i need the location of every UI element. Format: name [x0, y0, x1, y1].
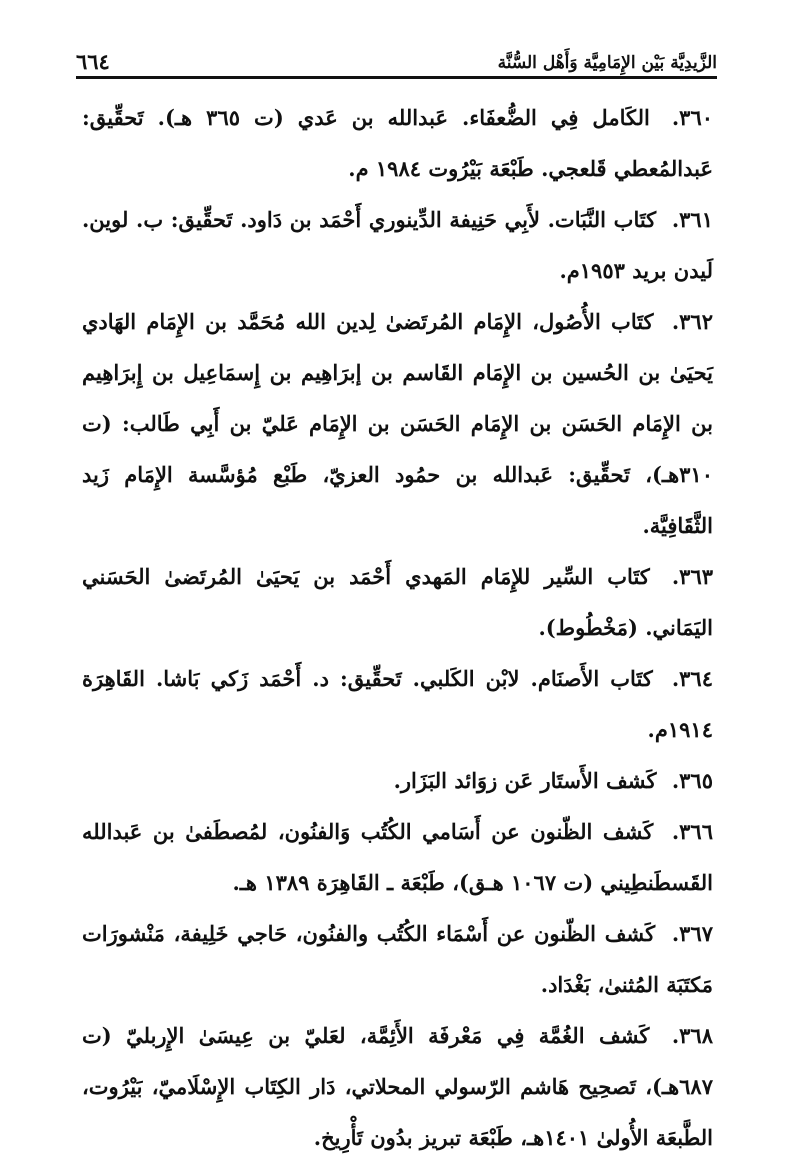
entry-text: كتَاب السِّير للإِمَام المَهدي أَحْمَد بن يَحيَىٰ المُرتَضىٰ الحَسَني اليَمَاني. (مَخْطُوط). — [82, 564, 713, 640]
bibliography-entry — [82, 755, 713, 806]
running-header — [76, 30, 717, 72]
entry-number: ٣٦٢. — [671, 309, 713, 334]
bibliography-entry — [82, 908, 713, 1010]
bibliography-entry — [82, 92, 713, 194]
running-title: الزَّيدِيَّة بَيْن الإِمَامِيَّة وَأَهْل السُّنَّة — [497, 53, 717, 73]
entry-number: ٣٦٧. — [671, 921, 714, 946]
page-number: ٦٦٤ — [76, 49, 110, 74]
entry-text: كَشف الظّنون عن أَسَامي الكُتُب وَالفنُون، لمُصطَفىٰ بن عَبدالله القَسطَنطِيني (ت ١٠٦٧ هـق)، طَبْعَة ـ القَاهِرَة ١٣٨٩ هـ. — [82, 819, 713, 895]
entry-text: كتَاب النَّبَات. لأَبِي حَنِيفة الدِّينوري أَحْمَد بن دَاود. تَحقِّيق: ب. لوين. لَيدن بريد ١٩٥٣م. — [82, 207, 713, 283]
entry-number: ٣٦٠. — [671, 105, 714, 130]
bibliography-entry — [82, 194, 713, 296]
bibliography-entry — [82, 806, 713, 908]
entry-text: الكَامل فِي الضُّعفَاء. عَبدالله بن عَدي (ت ٣٦٥ هـ). تَحقِّيق: عَبدالمُعطي قَلعجي. طَبْعَة بَيْرُوت ١٩٨٤ م. — [82, 105, 713, 181]
header-rule — [76, 76, 717, 79]
entry-text: كتَاب الأَصنَام. لابْن الكَلبي. تَحقِّيق: د. أَحْمَد زَكي بَاشا. القَاهِرَة ١٩١٤م. — [82, 666, 713, 742]
entry-number: ٣٦١. — [671, 207, 713, 232]
entry-number: ٣٦٦. — [671, 819, 713, 844]
bibliography-entry — [82, 653, 713, 755]
entry-text: كتَاب الأُصُول، الإِمَام المُرتَضىٰ لِدين الله مُحَمَّد بن الإِمَام الهَادي يَحيَىٰ بن الحُسين بن الإِمَام القَاسم بن إبرَاهِيم بن إِسمَاعِيل بن إِبرَاهِيم بن الإِمَام الحَسَن بن الإِمَام الحَسَن بن الإِمَام عَليّ بن أَبِي طَالب: (ت ٣١٠هـ)، تَحقِّيق: عَبدالله بن حمُود العزيّ، طَبْع مُؤسَّسة الإِمَام زَيد الثَّقَافِيَّة. — [82, 309, 713, 538]
entry-text: كَشف الأَستَار عَن زوَائد البَزَار. — [393, 768, 657, 793]
entry-number: ٣٦٣. — [671, 564, 714, 589]
bibliography-entry — [82, 1010, 713, 1163]
entry-text: كَشف الغُمَّة فِي مَعْرفَة الأَئِمَّة، لعَليّ بن عِيسَىٰ الإِربليّ (ت ٦٨٧هـ)، تَصحِيح هَاشم الرّسولي المحلاتي، دَار الكِتَاب الإِسْلَاميّ، بَيْرُوت، الطَّبعَة الأُولىٰ ١٤٠١هـ، طَبْعَة تبريز بدُون تَأْرِيخ. — [82, 1023, 713, 1150]
bibliography-entry — [82, 296, 713, 551]
entry-number: ٣٦٨. — [671, 1023, 713, 1048]
bibliography-list — [82, 92, 713, 1163]
entry-number: ٣٦٥. — [671, 768, 713, 793]
entry-number: ٣٦٤. — [671, 666, 713, 691]
entry-text: كَشف الظّنون عن أَسْمَاء الكُتُب والفنُون، حَاجي خَلِيفة، مَنْشورَات مَكتَبَة المُثنىٰ، بَغْدَاد. — [82, 921, 713, 997]
bibliography-entry — [82, 551, 713, 653]
